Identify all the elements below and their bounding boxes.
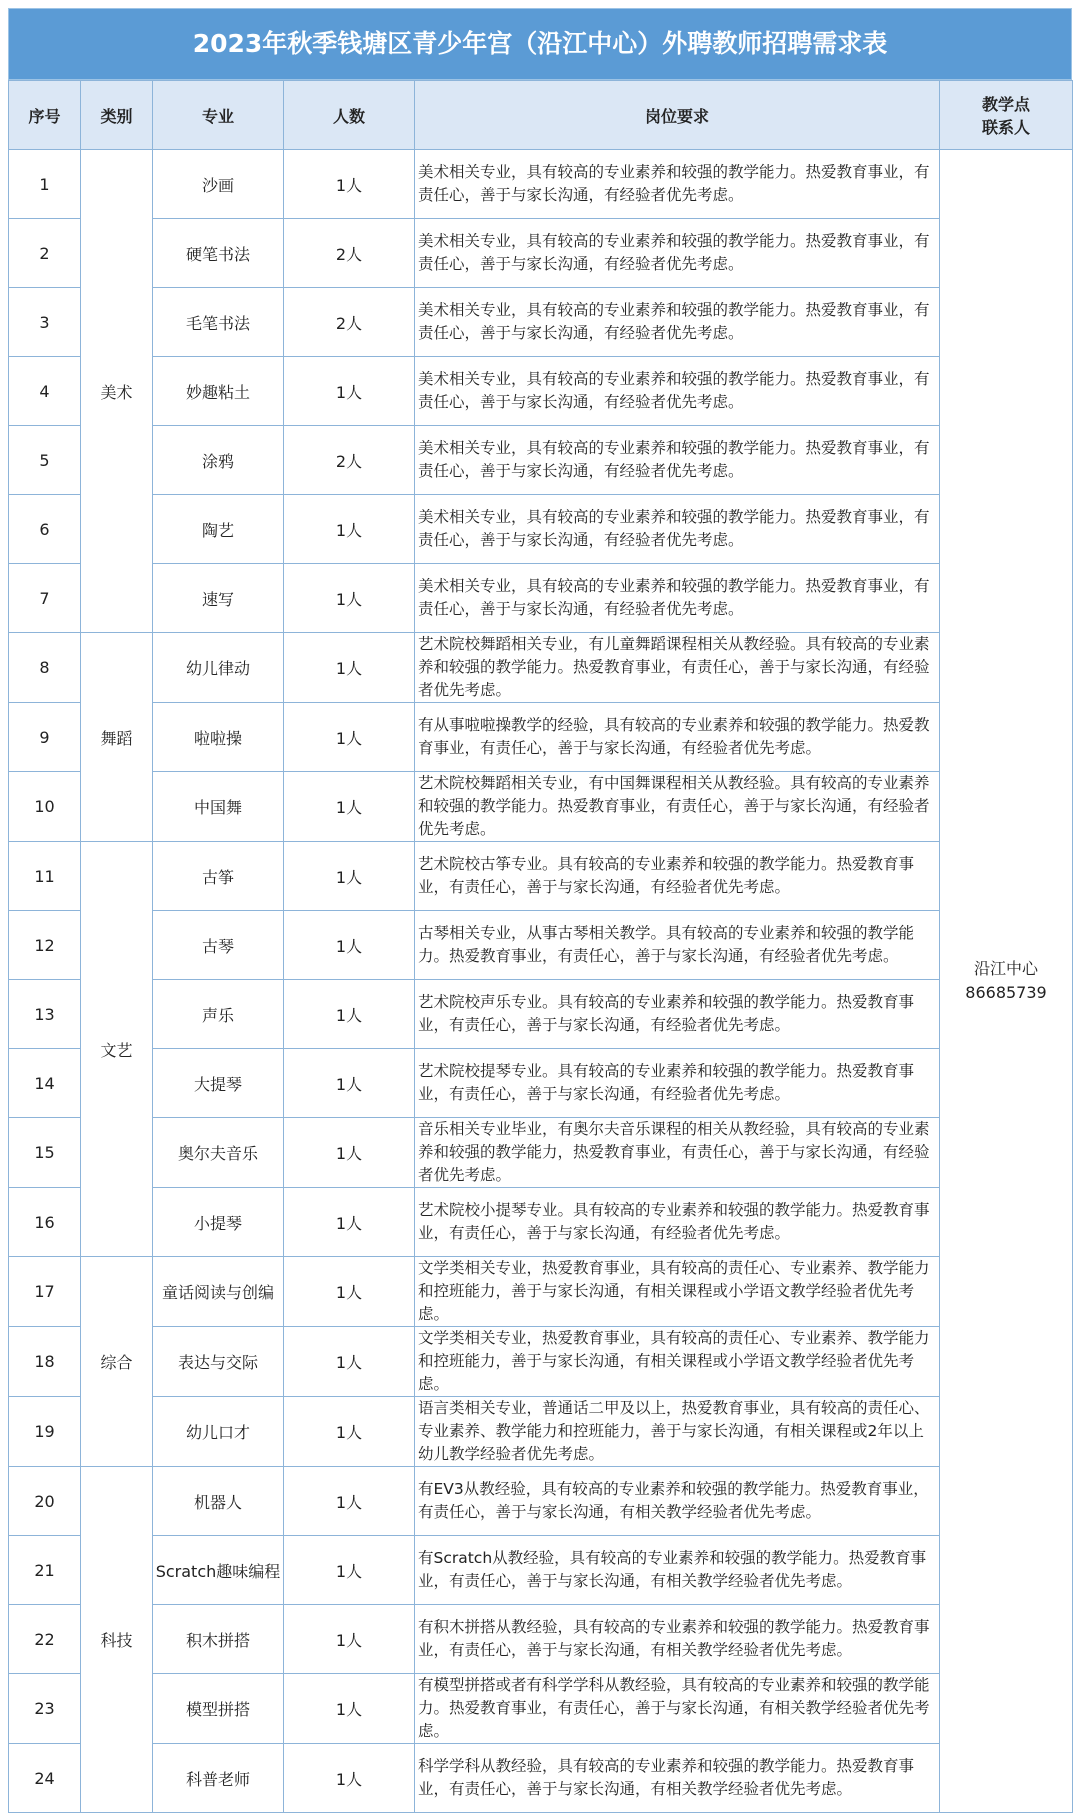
row-count: 1人: [284, 1257, 415, 1327]
row-major: 涂鸦: [153, 426, 284, 495]
table-row: [9, 495, 1073, 564]
row-requirement: 有从事啦啦操教学的经验，具有较高的专业素养和较强的教学能力。热爱教育事业，有责任心，善于与家长沟通，有经验者优先考虑。: [415, 703, 940, 772]
table-row: [9, 1744, 1073, 1813]
table-title: 2023年秋季钱塘区青少年宫（沿江中心）外聘教师招聘需求表: [8, 8, 1072, 80]
row-major: 毛笔书法: [153, 288, 284, 357]
row-requirement: 美术相关专业，具有较高的专业素养和较强的教学能力。热爱教育事业，有责任心，善于与家长沟通，有经验者优先考虑。: [415, 288, 940, 357]
row-index: 14: [9, 1049, 81, 1118]
row-requirement: 美术相关专业，具有较高的专业素养和较强的教学能力。热爱教育事业，有责任心，善于与家长沟通，有经验者优先考虑。: [415, 495, 940, 564]
row-count: 1人: [284, 980, 415, 1049]
row-requirement: 科学学科从教经验，具有较高的专业素养和较强的教学能力。热爱教育事业，有责任心，善于与家长沟通，有相关教学经验者优先考虑。: [415, 1744, 940, 1813]
row-index: 15: [9, 1118, 81, 1188]
row-count: 1人: [284, 1397, 415, 1467]
table-row: [9, 288, 1073, 357]
row-requirement: 美术相关专业，具有较高的专业素养和较强的教学能力。热爱教育事业，有责任心，善于与家长沟通，有经验者优先考虑。: [415, 564, 940, 633]
row-count: 1人: [284, 1327, 415, 1397]
row-major: 大提琴: [153, 1049, 284, 1118]
row-requirement: 文学类相关专业，热爱教育事业，具有较高的责任心、专业素养、教学能力和控班能力，善于与家长沟通，有相关课程或小学语文教学经验者优先考虑。: [415, 1257, 940, 1327]
table-row: [9, 1188, 1073, 1257]
row-count: 1人: [284, 1605, 415, 1674]
row-index: 11: [9, 842, 81, 911]
row-major: 积木拼搭: [153, 1605, 284, 1674]
table-row: [9, 150, 1073, 219]
row-requirement: 艺术院校小提琴专业。具有较高的专业素养和较强的教学能力。热爱教育事业，有责任心，善于与家长沟通，有经验者优先考虑。: [415, 1188, 940, 1257]
row-major: 妙趣粘土: [153, 357, 284, 426]
row-index: 22: [9, 1605, 81, 1674]
row-requirement: 语言类相关专业，普通话二甲及以上，热爱教育事业，具有较高的责任心、专业素养、教学能力和控班能力，善于与家长沟通，有相关课程或2年以上幼儿教学经验者优先考虑。: [415, 1397, 940, 1467]
row-count: 1人: [284, 150, 415, 219]
row-index: 10: [9, 772, 81, 842]
table-row: [9, 842, 1073, 911]
row-count: 2人: [284, 426, 415, 495]
row-requirement: 音乐相关专业毕业，有奥尔夫音乐课程的相关从教经验，具有较高的专业素养和较强的教学能力，热爱教育事业，有责任心，善于与家长沟通，有经验者优先考虑。: [415, 1118, 940, 1188]
row-major: 啦啦操: [153, 703, 284, 772]
table-row: [9, 1257, 1073, 1327]
row-count: 1人: [284, 1188, 415, 1257]
row-requirement: 有EV3从教经验，具有较高的专业素养和较强的教学能力。热爱教育事业，有责任心，善于与家长沟通，有相关教学经验者优先考虑。: [415, 1467, 940, 1536]
row-count: 1人: [284, 1744, 415, 1813]
row-major: 幼儿律动: [153, 633, 284, 703]
row-count: 1人: [284, 564, 415, 633]
row-count: 1人: [284, 842, 415, 911]
contact-name: 沿江中心: [973, 959, 1038, 978]
row-index: 12: [9, 911, 81, 980]
header-requirement: 岗位要求: [415, 81, 940, 150]
table-row: [9, 1118, 1073, 1188]
row-major: 表达与交际: [153, 1327, 284, 1397]
header-contact-line2: 联系人: [981, 118, 1030, 137]
row-index: 1: [9, 150, 81, 219]
row-index: 17: [9, 1257, 81, 1327]
row-major: 速写: [153, 564, 284, 633]
table-row: [9, 1467, 1073, 1536]
table-row: [9, 980, 1073, 1049]
category-cell: 科技: [81, 1467, 153, 1813]
row-requirement: 美术相关专业，具有较高的专业素养和较强的教学能力。热爱教育事业，有责任心，善于与家长沟通，有经验者优先考虑。: [415, 219, 940, 288]
row-index: 3: [9, 288, 81, 357]
row-requirement: 有Scratch从教经验，具有较高的专业素养和较强的教学能力。热爱教育事业，有责任心，善于与家长沟通，有相关教学经验者优先考虑。: [415, 1536, 940, 1605]
table-row: [9, 703, 1073, 772]
table-row: [9, 633, 1073, 703]
row-index: 13: [9, 980, 81, 1049]
row-major: 科普老师: [153, 1744, 284, 1813]
row-index: 16: [9, 1188, 81, 1257]
header-category: 类别: [81, 81, 153, 150]
row-major: 幼儿口才: [153, 1397, 284, 1467]
header-row: [9, 81, 1073, 150]
row-major: 小提琴: [153, 1188, 284, 1257]
row-requirement: 美术相关专业，具有较高的专业素养和较强的教学能力。热爱教育事业，有责任心，善于与家长沟通，有经验者优先考虑。: [415, 150, 940, 219]
row-requirement: 有模型拼搭或者有科学学科从教经验，具有较高的专业素养和较强的教学能力。热爱教育事业，有责任心，善于与家长沟通，有相关教学经验者优先考虑。: [415, 1674, 940, 1744]
row-major: 陶艺: [153, 495, 284, 564]
header-count: 人数: [284, 81, 415, 150]
row-index: 9: [9, 703, 81, 772]
category-cell: 综合: [81, 1257, 153, 1467]
row-major: 古琴: [153, 911, 284, 980]
category-cell: 美术: [81, 150, 153, 633]
row-major: 沙画: [153, 150, 284, 219]
header-contact-line1: 教学点: [981, 95, 1030, 114]
row-index: 18: [9, 1327, 81, 1397]
row-requirement: 艺术院校舞蹈相关专业，有中国舞课程相关从教经验。具有较高的专业素养和较强的教学能力。热爱教育事业，有责任心，善于与家长沟通，有经验者优先考虑。: [415, 772, 940, 842]
table-row: [9, 1327, 1073, 1397]
header-major: 专业: [153, 81, 284, 150]
row-count: 2人: [284, 288, 415, 357]
row-index: 21: [9, 1536, 81, 1605]
row-major: 声乐: [153, 980, 284, 1049]
table-row: [9, 911, 1073, 980]
row-index: 20: [9, 1467, 81, 1536]
row-requirement: 艺术院校提琴专业。具有较高的专业素养和较强的教学能力。热爱教育事业，有责任心，善于与家长沟通，有经验者优先考虑。: [415, 1049, 940, 1118]
row-requirement: 古琴相关专业，从事古琴相关教学。具有较高的专业素养和较强的教学能力。热爱教育事业，有责任心，善于与家长沟通，有经验者优先考虑。: [415, 911, 940, 980]
row-count: 1人: [284, 703, 415, 772]
table-row: [9, 357, 1073, 426]
table-row: [9, 772, 1073, 842]
row-count: 1人: [284, 1536, 415, 1605]
row-count: 1人: [284, 1049, 415, 1118]
table-row: [9, 219, 1073, 288]
header-contact: [940, 81, 1073, 150]
row-count: 2人: [284, 219, 415, 288]
row-major: 模型拼搭: [153, 1674, 284, 1744]
row-index: 8: [9, 633, 81, 703]
row-major: Scratch趣味编程: [153, 1536, 284, 1605]
row-count: 1人: [284, 1118, 415, 1188]
row-major: 中国舞: [153, 772, 284, 842]
row-major: 奥尔夫音乐: [153, 1118, 284, 1188]
recruitment-table-container: [8, 8, 1072, 1813]
row-major: 硬笔书法: [153, 219, 284, 288]
row-requirement: 美术相关专业，具有较高的专业素养和较强的教学能力。热爱教育事业，有责任心，善于与家长沟通，有经验者优先考虑。: [415, 357, 940, 426]
contact-phone: 86685739: [965, 983, 1047, 1002]
category-cell: 舞蹈: [81, 633, 153, 842]
row-major: 童话阅读与创编: [153, 1257, 284, 1327]
row-count: 1人: [284, 495, 415, 564]
row-index: 23: [9, 1674, 81, 1744]
category-cell: 文艺: [81, 842, 153, 1257]
table-row: [9, 426, 1073, 495]
contact-cell: [940, 150, 1073, 1813]
row-index: 7: [9, 564, 81, 633]
row-count: 1人: [284, 911, 415, 980]
row-requirement: 文学类相关专业，热爱教育事业，具有较高的责任心、专业素养、教学能力和控班能力，善于与家长沟通，有相关课程或小学语文教学经验者优先考虑。: [415, 1327, 940, 1397]
row-count: 1人: [284, 1467, 415, 1536]
row-count: 1人: [284, 772, 415, 842]
row-requirement: 艺术院校舞蹈相关专业，有儿童舞蹈课程相关从教经验。具有较高的专业素养和较强的教学能力。热爱教育事业，有责任心，善于与家长沟通，有经验者优先考虑。: [415, 633, 940, 703]
row-count: 1人: [284, 1674, 415, 1744]
table-row: [9, 1536, 1073, 1605]
table-row: [9, 564, 1073, 633]
row-requirement: 艺术院校古筝专业。具有较高的专业素养和较强的教学能力。热爱教育事业，有责任心，善于与家长沟通，有经验者优先考虑。: [415, 842, 940, 911]
row-requirement: 美术相关专业，具有较高的专业素养和较强的教学能力。热爱教育事业，有责任心，善于与家长沟通，有经验者优先考虑。: [415, 426, 940, 495]
row-index: 5: [9, 426, 81, 495]
row-index: 4: [9, 357, 81, 426]
row-index: 6: [9, 495, 81, 564]
row-index: 2: [9, 219, 81, 288]
row-requirement: 艺术院校声乐专业。具有较高的专业素养和较强的教学能力。热爱教育事业，有责任心，善于与家长沟通，有经验者优先考虑。: [415, 980, 940, 1049]
table-row: [9, 1605, 1073, 1674]
row-count: 1人: [284, 357, 415, 426]
row-index: 19: [9, 1397, 81, 1467]
recruitment-table: [8, 80, 1073, 1813]
table-row: [9, 1049, 1073, 1118]
row-requirement: 有积木拼搭从教经验，具有较高的专业素养和较强的教学能力。热爱教育事业，有责任心，善于与家长沟通，有相关教学经验者优先考虑。: [415, 1605, 940, 1674]
header-index: 序号: [9, 81, 81, 150]
row-major: 机器人: [153, 1467, 284, 1536]
table-row: [9, 1397, 1073, 1467]
table-row: [9, 1674, 1073, 1744]
row-index: 24: [9, 1744, 81, 1813]
row-major: 古筝: [153, 842, 284, 911]
row-count: 1人: [284, 633, 415, 703]
